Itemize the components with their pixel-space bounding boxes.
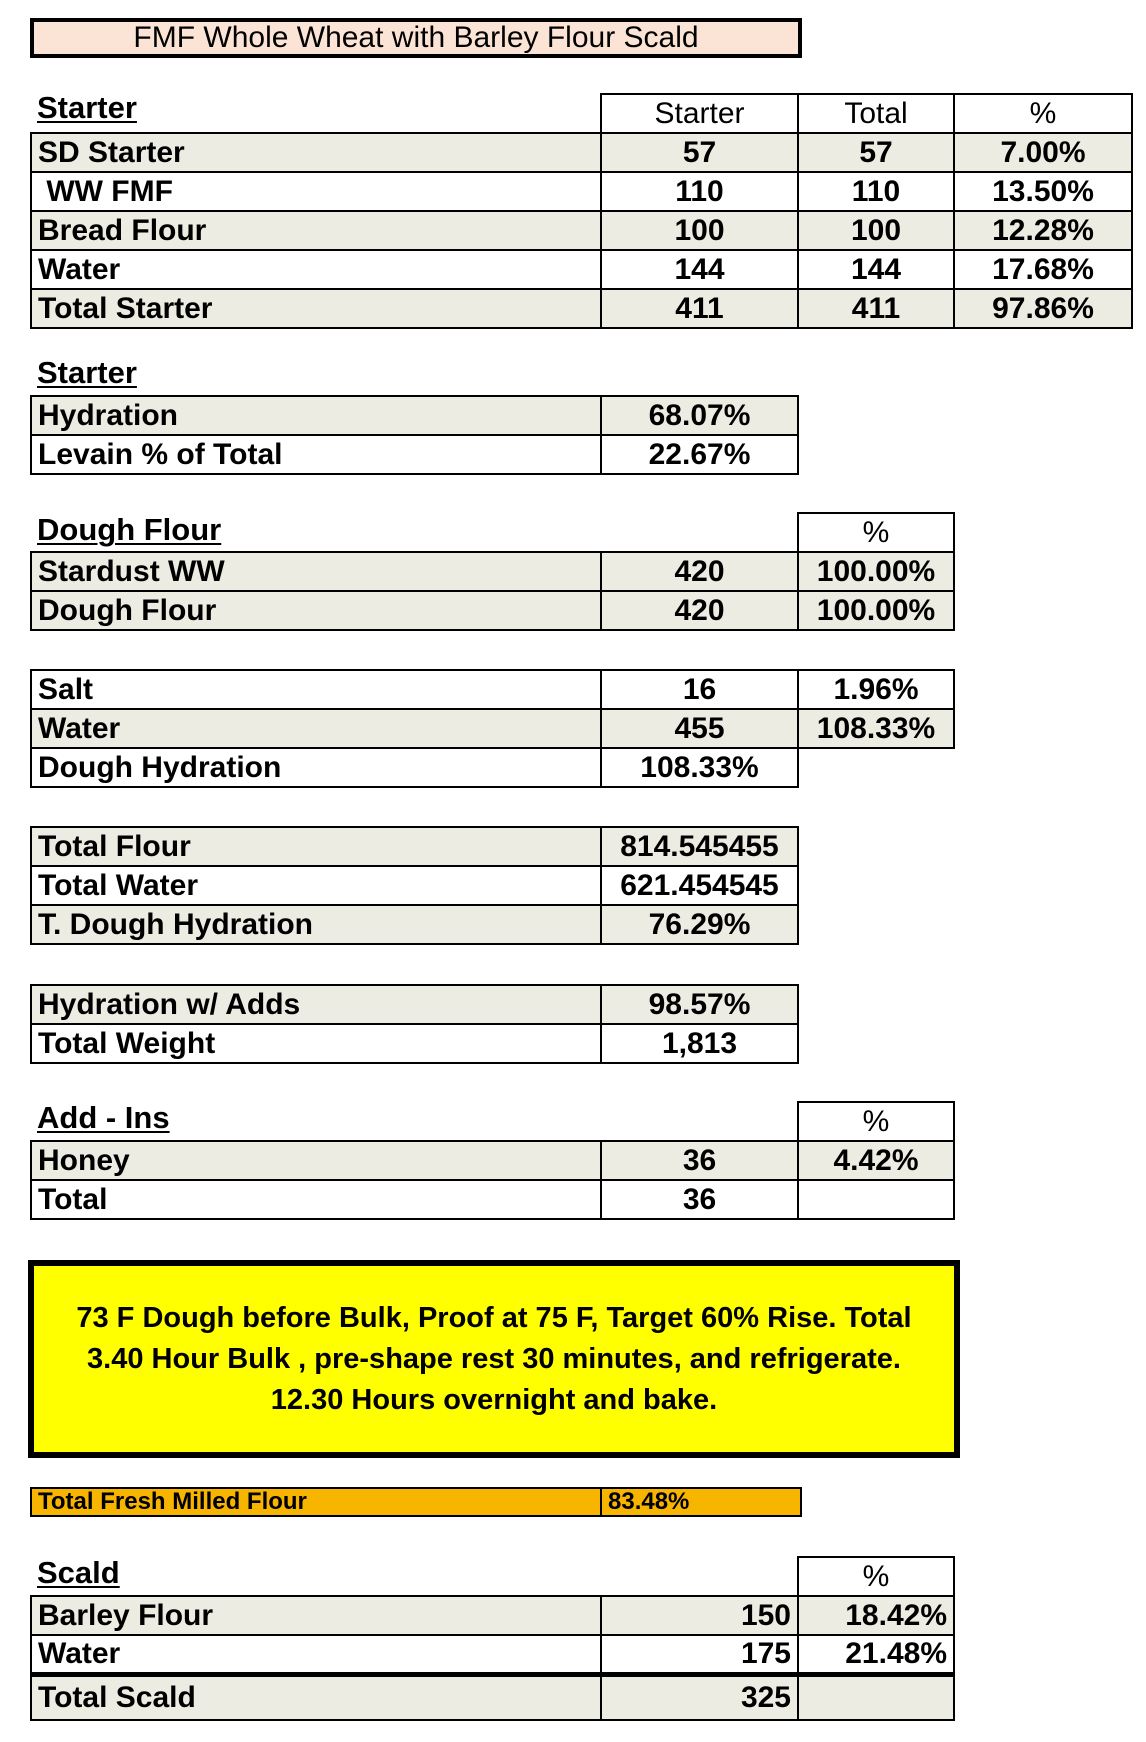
row-pct: 100.00% — [798, 591, 954, 630]
col-header-total: Total — [798, 94, 954, 133]
row-pct — [798, 1674, 954, 1720]
starter-value: 100 — [601, 211, 798, 250]
row-label: Water — [31, 709, 601, 748]
table-row — [31, 827, 798, 866]
starter-value: 57 — [601, 133, 798, 172]
fresh-milled-row — [30, 1487, 802, 1517]
table-row — [31, 133, 1132, 172]
add-ins-header: Add - Ins — [37, 1100, 170, 1135]
table-row — [31, 866, 798, 905]
row-label: Water — [31, 250, 601, 289]
row-label: T. Dough Hydration — [31, 905, 601, 944]
pct-value: 12.28% — [954, 211, 1132, 250]
table-row — [31, 1635, 954, 1674]
row-value: 36 — [601, 1180, 798, 1219]
table-row — [31, 1141, 954, 1180]
row-label: Total Water — [31, 866, 601, 905]
row-value: 16 — [601, 670, 798, 709]
table-row — [31, 211, 1132, 250]
fresh-milled-label: Total Fresh Milled Flour — [32, 1489, 602, 1515]
row-label: Water — [31, 1635, 601, 1674]
total-value: 100 — [798, 211, 954, 250]
col-header-pct: % — [798, 1102, 954, 1141]
starter-section-header: Starter — [37, 94, 137, 125]
starter-value: 110 — [601, 172, 798, 211]
col-header-pct: % — [954, 94, 1132, 133]
row-label: WW FMF — [31, 172, 601, 211]
table-row — [31, 1024, 798, 1063]
row-pct: 21.48% — [798, 1635, 954, 1674]
page-title: FMF Whole Wheat with Barley Flour Scald — [30, 18, 802, 58]
row-pct: 100.00% — [798, 552, 954, 591]
row-label: Levain % of Total — [31, 435, 601, 474]
scald-table — [30, 1556, 955, 1721]
starter-value: 144 — [601, 250, 798, 289]
pct-value: 7.00% — [954, 133, 1132, 172]
total-value: 144 — [798, 250, 954, 289]
fresh-milled-value: 83.48% — [608, 1488, 690, 1515]
row-label: Hydration — [31, 396, 601, 435]
salt-water-table — [30, 669, 955, 788]
row-value: 36 — [601, 1141, 798, 1180]
row-label: Dough Hydration — [31, 748, 601, 787]
row-value: 175 — [601, 1635, 798, 1674]
col-header-starter: Starter — [601, 94, 798, 133]
table-row — [31, 1596, 954, 1635]
row-label: Total — [31, 1180, 601, 1219]
row-label: Total Weight — [31, 1024, 601, 1063]
totals-table — [30, 826, 799, 945]
row-label: Total Flour — [31, 827, 601, 866]
row-pct: 1.96% — [798, 670, 954, 709]
row-label: Total Starter — [31, 289, 601, 328]
add-ins-table — [30, 1101, 955, 1220]
pct-value: 17.68% — [954, 250, 1132, 289]
row-label: Honey — [31, 1141, 601, 1180]
row-label: Hydration w/ Adds — [31, 985, 601, 1024]
row-label: Dough Flour — [31, 591, 601, 630]
row-pct: 4.42% — [798, 1141, 954, 1180]
table-row — [31, 709, 954, 748]
table-row — [31, 748, 954, 787]
starter-value: 411 — [601, 289, 798, 328]
row-value: 621.454545 — [601, 866, 798, 905]
table-row — [31, 591, 954, 630]
col-header-pct: % — [798, 1557, 954, 1596]
proofing-note — [28, 1260, 960, 1458]
table-row — [31, 985, 798, 1024]
table-row — [31, 1180, 954, 1219]
scald-header: Scald — [37, 1555, 120, 1590]
table-row — [31, 435, 798, 474]
row-pct — [798, 1180, 954, 1219]
total-value: 110 — [798, 172, 954, 211]
row-value: 455 — [601, 709, 798, 748]
row-label: SD Starter — [31, 133, 601, 172]
starter-summary-header: Starter — [37, 355, 137, 390]
table-row — [31, 289, 1132, 328]
table-row — [31, 670, 954, 709]
starter-table — [30, 93, 1133, 329]
table-row — [31, 172, 1132, 211]
row-pct: 18.42% — [798, 1596, 954, 1635]
table-row — [31, 552, 954, 591]
row-value: 108.33% — [601, 748, 798, 787]
row-label: Stardust WW — [31, 552, 601, 591]
row-value: 1,813 — [601, 1024, 798, 1063]
proofing-note-text: 73 F Dough before Bulk, Proof at 75 F, Target 60% Rise. Total 3.40 Hour Bulk , pre-shape rest 30 minutes, and refrigerate. 12.30 Hours overnight and bake. — [76, 1301, 912, 1416]
total-value: 57 — [798, 133, 954, 172]
pct-value: 97.86% — [954, 289, 1132, 328]
row-label: Total Scald — [31, 1674, 601, 1720]
row-label: Barley Flour — [31, 1596, 601, 1635]
row-value: 420 — [601, 552, 798, 591]
row-value: 325 — [601, 1674, 798, 1720]
table-row — [31, 1674, 954, 1720]
total-value: 411 — [798, 289, 954, 328]
row-value: 150 — [601, 1596, 798, 1635]
pct-value: 13.50% — [954, 172, 1132, 211]
row-value: 814.545455 — [601, 827, 798, 866]
starter-summary-table — [30, 395, 799, 475]
row-label: Bread Flour — [31, 211, 601, 250]
weights-table — [30, 984, 799, 1064]
dough-flour-header: Dough Flour — [37, 512, 222, 547]
row-value: 98.57% — [601, 985, 798, 1024]
row-label: Salt — [31, 670, 601, 709]
table-row — [31, 396, 798, 435]
row-value: 76.29% — [601, 905, 798, 944]
row-value: 68.07% — [601, 396, 798, 435]
dough-flour-table — [30, 512, 955, 631]
col-header-pct: % — [798, 513, 954, 552]
table-row — [31, 250, 1132, 289]
row-pct: 108.33% — [798, 709, 954, 748]
table-row — [31, 905, 798, 944]
row-value: 22.67% — [601, 435, 798, 474]
row-value: 420 — [601, 591, 798, 630]
